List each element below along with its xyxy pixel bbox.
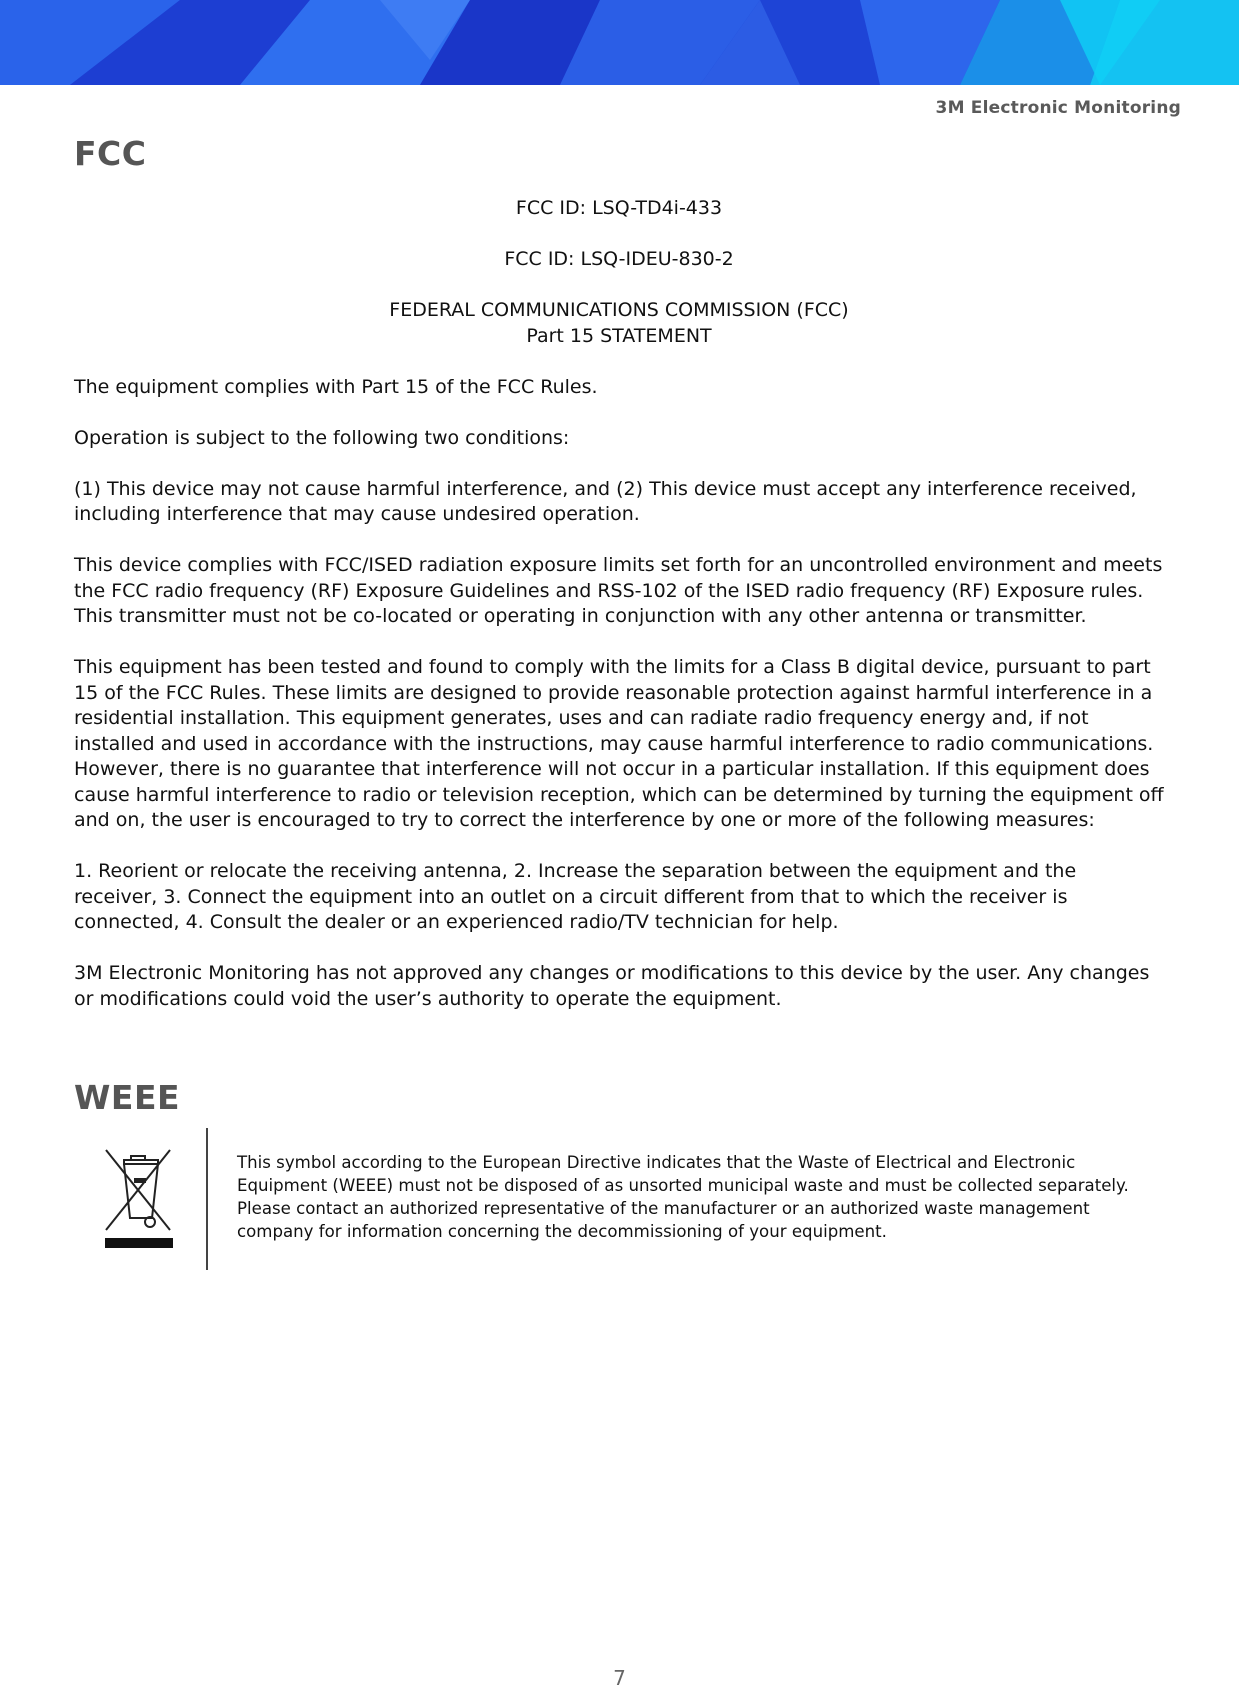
weee-description: This symbol according to the European Directive indicates that the Waste of Electrical and Electronic Equipment (WEEE) must not be disposed of as unsorted municipal waste and must be collected separately. Please contact an authorized representative of the manufacturer or an authorized waste management company for information concerning the decommissioning of your equipment. [237,1153,1129,1241]
weee-divider [206,1128,208,1270]
weee-heading: WEEE [74,1078,181,1117]
fcc-paragraph-6: 1. Reorient or relocate the receiving antenna, 2. Increase the separation between the equipment and the receiver, 3. Connect the equipment into an outlet on a circuit different from that to which the receiver is connected, 4. Consult the dealer or an experienced radio/TV technician for help. [74,860,1077,933]
fcc-paragraph-7: 3M Electronic Monitoring has not approved any changes or modifications to this device by the user. Any changes or modifications could void the user’s authority to operate the equipment. [74,962,1150,1010]
fcc-paragraph-3: (1) This device may not cause harmful interference, and (2) This device must accept any interference received, including interference that may cause undesired operation. [74,477,1137,525]
fcc-section [74,196,1164,1038]
weee-section [74,1128,1164,1270]
fcc-statement-line2: Part 15 STATEMENT [526,324,712,347]
fcc-statement-line1: FEDERAL COMMUNICATIONS COMMISSION (FCC) [389,299,849,321]
fcc-id-1: FCC ID: LSQ-TD4i-433 [515,197,723,219]
header-banner [0,0,1239,85]
fcc-id-2: FCC ID: LSQ-IDEU-830-2 [504,248,734,270]
page-number: 7 [613,1666,626,1690]
brand-label: 3M Electronic Monitoring [935,98,1181,118]
fcc-paragraph-1: The equipment complies with Part 15 of the FCC Rules. [74,375,598,398]
crossed-out-wheelie-bin-icon [104,1146,174,1248]
fcc-heading: FCC [74,134,147,173]
fcc-paragraph-2: Operation is subject to the following two conditions: [74,426,570,449]
fcc-paragraph-4: This device complies with FCC/ISED radiation exposure limits set forth for an uncontrolled environment and meets the FCC radio frequency (RF) Exposure Guidelines and RSS-102 of the ISED radio frequency (RF) Exposure rules. This transmitter must not be co-located or operating in conjunction with any other antenna or transmitter. [74,554,1163,627]
fcc-paragraph-5: This equipment has been tested and found to comply with the limits for a Class B digital device, pursuant to part 15 of the FCC Rules. These limits are designed to provide reasonable protection against harmful interference in a residential installation. This equipment generates, uses and can radiate radio frequency energy and, if not installed and used in accordance with the instructions, may cause harmful interference to radio communications. However, there is no guarantee that interference will not occur in a particular installation. If this equipment does cause harmful interference to radio or television reception, which can be determined by turning the equipment off and on, the user is encouraged to try to correct the interference by one or more of the following measures: [74,656,1164,831]
